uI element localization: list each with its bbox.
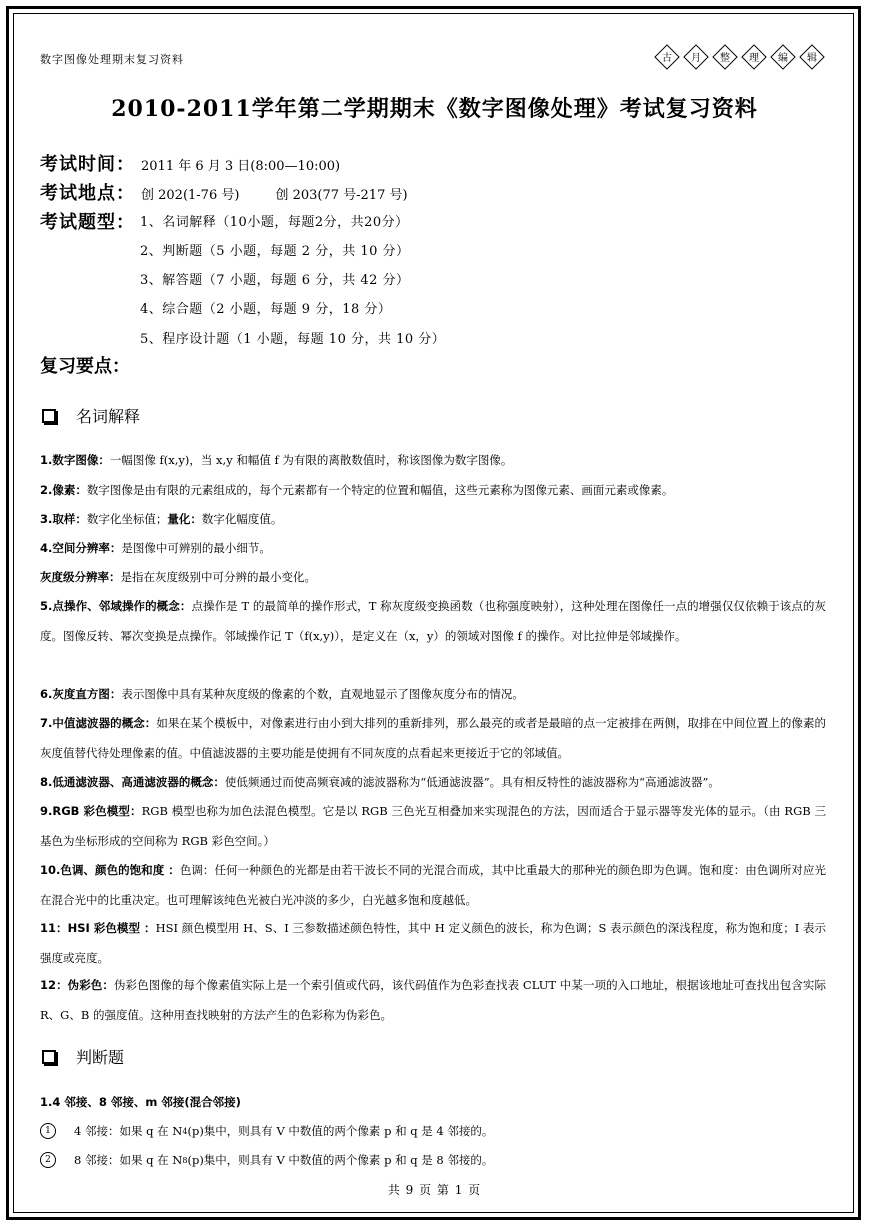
term-item: 7.中值滤波器的概念：如果在某个模板中，对像素进行由小到大排列的重新排列，那么最亮的或者是最暗的点一定被排在两侧，取排在中间位置上的像素的灰度值替代待处理像素的值。中值滤波器的主要功能是使拥有不同灰度的点看起来更接近于它的邻域值。 bbox=[40, 716, 826, 760]
stamp-icon: 月 bbox=[684, 45, 708, 69]
term-item: 1.数字图像：一幅图像 f(x,y)，当 x,y 和幅值 f 为有限的离散数值时，称该图像为数字图像。 bbox=[40, 453, 513, 467]
section-terms-heading: 名词解释 bbox=[42, 404, 140, 427]
adjacency-item: 2 8 邻接：如果 q 在 N 8 (p)集中，则具有 V 中数值的两个像素 p 和 q 是 8 邻接的。 bbox=[40, 1152, 493, 1168]
term-item: 2.像素：数字图像是由有限的元素组成的，每个元素都有一个特定的位置和幅值，这些元素称为图像元素、画面元素或像素。 bbox=[40, 483, 674, 497]
term-item: 4.空间分辨率：是图像中可辨别的最小细节。 bbox=[40, 541, 271, 555]
term-item: 8.低通滤波器、高通滤波器的概念：使低频通过而使高频衰减的滤波器称为“低通滤波器”。具有相反特性的滤波器称为“高通滤波器”。 bbox=[40, 775, 720, 789]
stamp-icon: 辑 bbox=[800, 45, 824, 69]
stamp-icon: 古 bbox=[655, 45, 679, 69]
exam-type-item: 5、程序设计题（1 小题，每题 10 分，共 10 分） bbox=[140, 332, 446, 347]
term-item: 9.RGB 彩色模型：RGB 模型也称为加色法混色模型。它是以 RGB 三色光互相叠加来实现混色的方法，因而适合于显示器等发光体的显示。（由 RGB 三基色为坐标形成的空间称为 RGB 彩色空间。） bbox=[40, 804, 826, 848]
page-title: 2010-2011学年第二学期期末《数字图像处理》考试复习资料 bbox=[111, 96, 758, 122]
circled-number-icon: 2 bbox=[40, 1152, 56, 1168]
term-item: 11：HSI 彩色模型 ：HSI 颜色模型用 H、S、I 三参数描述颜色特性，其中 H 定义颜色的波长，称为色调；S 表示颜色的深浅程度，称为饱和度；I 表示强度或亮度。 bbox=[40, 921, 826, 965]
exam-place-value-2: 创 203(77 号-217 号) bbox=[275, 188, 408, 203]
stamp-icon: 编 bbox=[771, 45, 795, 69]
stamp-group bbox=[655, 45, 824, 69]
exam-time-value: 2011 年 6 月 3 日(8:00—10:00) bbox=[141, 159, 341, 174]
stamp-icon: 理 bbox=[742, 45, 766, 69]
stamp-icon: 整 bbox=[713, 45, 737, 69]
exam-type-item: 1、名词解释（10小题，每题2分，共20分） bbox=[140, 215, 409, 230]
exam-types-label: 考试题型 bbox=[40, 212, 116, 233]
term-item: 6.灰度直方图：表示图像中具有某种灰度级的像素的个数，直观地显示了图像灰度分布的情况。 bbox=[40, 687, 524, 701]
term-item: 12：伪彩色：伪彩色图像的每个像素值实际上是一个索引值或代码，该代码值作为色彩查找表 CLUT 中某一项的入口地址，根据该地址可查找出包含实际 R、G、B 的强度值。这种用查找映射的方法产生的色彩称为伪彩色。 bbox=[40, 978, 826, 1022]
exam-type-item: 2、判断题（5 小题，每题 2 分，共 10 分） bbox=[140, 244, 410, 259]
exam-place-label: 考试地点 bbox=[40, 183, 116, 204]
adjacency-item: 1 4 邻接：如果 q 在 N 4 (p)集中，则具有 V 中数值的两个像素 p 和 q 是 4 邻接的。 bbox=[40, 1123, 493, 1139]
exam-place-row: 考试地点 ： 创 202(1-76 号) 创 203(77 号-217 号) bbox=[40, 179, 408, 205]
term-item: 5.点操作、邻域操作的概念：点操作是 T 的最简单的操作形式，T 称灰度级变换函数（也称强度映射），这种处理在图像任一点的增强仅仅依赖于该点的灰度。图像反转、幂次变换是点操作。邻域操作记 T（f(x,y)），是定义在（x，y）的领域对图像 f 的操作。对比拉伸是邻域操作。 bbox=[40, 599, 826, 643]
exam-time-label: 考试时间 bbox=[40, 154, 116, 175]
exam-place-value-1: 创 202(1-76 号) bbox=[141, 188, 240, 203]
term-item: 10.色调、颜色的饱和度 ：色调：任何一种颜色的光都是由若干波长不同的光混合而成，其中比重最大的那种光的颜色即为色调。饱和度：由色调所对应光在混合光中的比重决定。也可理解该纯色光被白光冲淡的多少，白光越多饱和度越低。 bbox=[40, 863, 827, 907]
circled-number-icon: 1 bbox=[40, 1123, 56, 1139]
exam-time-row: 考试时间 ： 2011 年 6 月 3 日(8:00—10:00) bbox=[40, 150, 340, 176]
checkbox-square-icon bbox=[42, 1050, 56, 1064]
term-item: 3.取样：数字化坐标值；量化：数字化幅度值。 bbox=[40, 512, 283, 526]
term-item: 灰度级分辨率：是指在灰度级别中可分辨的最小变化。 bbox=[40, 570, 316, 584]
judge-subheading: 1.4 邻接、8 邻接、m 邻接(混合邻接) bbox=[40, 1095, 241, 1109]
exam-types-row: 考试题型 ： bbox=[40, 208, 135, 234]
page-footer: 共 9 页 第 1 页 bbox=[387, 1183, 482, 1197]
review-heading: 复习要点： bbox=[40, 356, 130, 377]
exam-type-item: 3、解答题（7 小题，每题 6 分，共 42 分） bbox=[140, 273, 410, 288]
header-text: 数字图像处理期末复习资料 bbox=[40, 53, 184, 66]
section-judge-heading: 判断题 bbox=[42, 1045, 124, 1068]
exam-type-item: 4、综合题（2 小题，每题 9 分，18 分） bbox=[140, 302, 392, 317]
checkbox-square-icon bbox=[42, 409, 56, 423]
